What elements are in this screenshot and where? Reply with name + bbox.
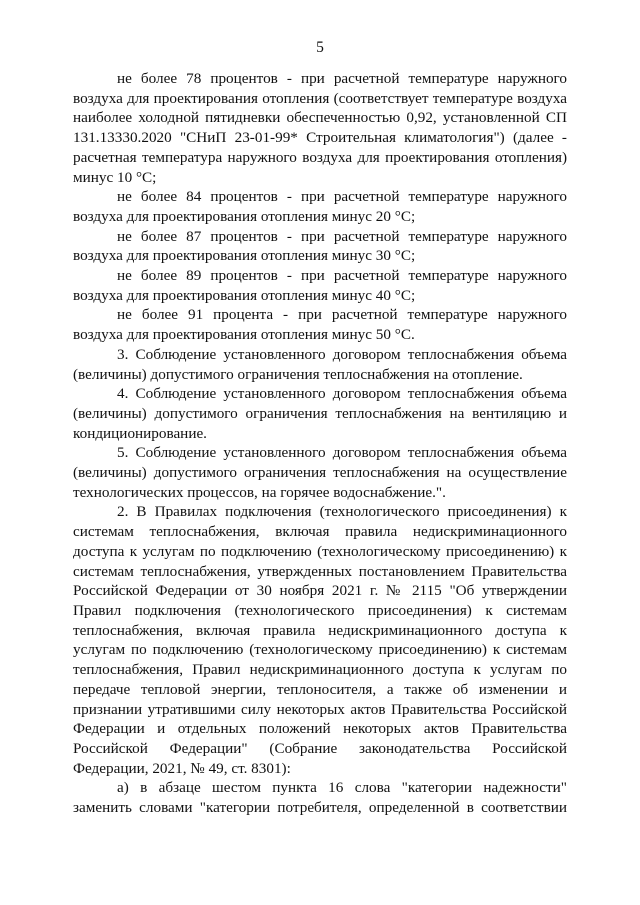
paragraph-item-5: 5. Соблюдение установленного договором теплоснабжения объема (величины) допустимого ограничения теплоснабжения на осуществление технологических процессов, на горячее водоснабжение.". <box>73 444 567 501</box>
paragraph-78-percent: не более 78 процентов - при расчетной температуре наружного воздуха для проектирования отопления (соответствует температуре воздуха наиболее холодной пятидневки обеспеченностью 0,92, установленной СП 131.13330.2020 "СНиП 23-01-99* Строительная климатология") (далее - расчетная температура наружного воздуха для проектирования отопления) минус 10 °С; <box>73 70 567 186</box>
paragraph-item-3: 3. Соблюдение установленного договором теплоснабжения объема (величины) допустимого ограничения теплоснабжения на отопление. <box>73 345 567 383</box>
paragraph-91-percent: не более 91 процента - при расчетной температуре наружного воздуха для проектирования отопления минус 50 °С. <box>73 306 567 344</box>
document-body <box>73 69 567 818</box>
paragraph-89-percent: не более 89 процентов - при расчетной температуре наружного воздуха для проектирования отопления минус 40 °С; <box>73 267 567 304</box>
paragraph-87-percent: не более 87 процентов - при расчетной температуре наружного воздуха для проектирования отопления минус 30 °С; <box>73 227 567 265</box>
paragraph-84-percent: не более 84 процентов - при расчетной температуре наружного воздуха для проектирования отопления минус 20 °С; <box>73 188 567 225</box>
paragraph-subitem-a: а) в абзаце шестом пункта 16 слова "категории надежности" заменить словами "категории потребителя, определенной в соответствии <box>73 779 567 817</box>
page-number: 5 <box>316 39 324 56</box>
paragraph-item-4: 4. Соблюдение установленного договором теплоснабжения объема (величины) допустимого ограничения теплоснабжения на вентиляцию и кондиционирование. <box>73 385 567 442</box>
paragraph-section-2: 2. В Правилах подключения (технологического присоединения) к системам теплоснабжения, включая правила недискриминационного доступа к услугам по подключению (технологическому присоединению) к системам теплоснабжения, утвержденных постановлением Правительства Российской Федерации от 30 ноября 2021 г. № 2115 "Об утверждении Правил подключения (технологического присоединения) к системам теплоснабжения, включая правила недискриминационного доступа к услугам по подключению (технологическому присоединению) к системам теплоснабжения, Правил недискриминационного доступа к услугам по передаче тепловой энергии, теплоносителя, а также об изменении и признании утратившими силу некоторых актов Правительства Российской Федерации и отдельных положений некоторых актов Правительства Российской Федерации" (Собрание законодательства Российской Федерации, 2021, № 49, ст. 8301): <box>73 503 567 777</box>
